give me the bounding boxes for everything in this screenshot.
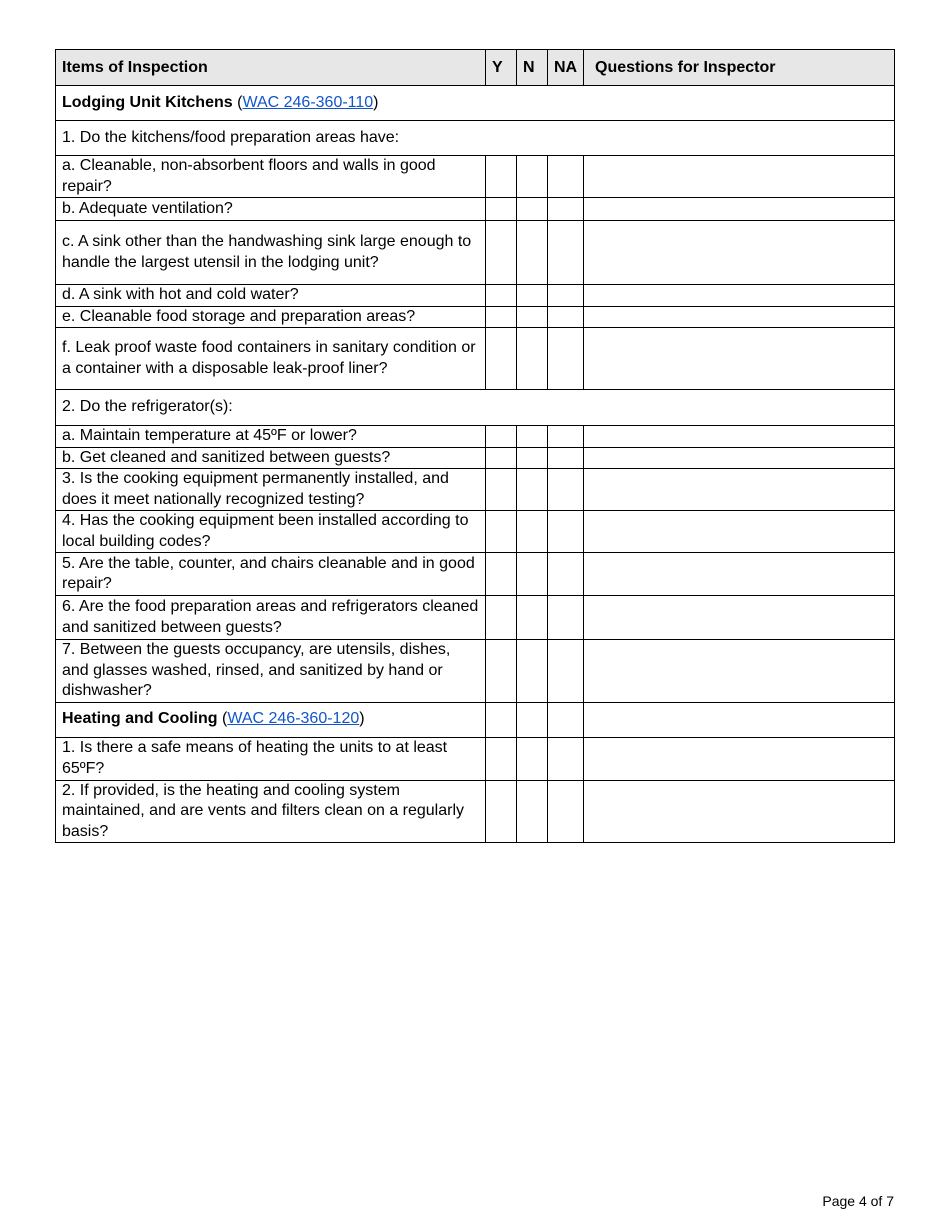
- table-row: [56, 156, 895, 198]
- checkbox-cell-no[interactable]: [517, 447, 548, 469]
- checkbox-cell-na[interactable]: [548, 156, 584, 198]
- checkbox-cell-yes[interactable]: [486, 702, 517, 737]
- section-heading-kitchens: [56, 86, 895, 121]
- checkbox-cell-yes[interactable]: [486, 596, 517, 640]
- checkbox-cell-na[interactable]: [548, 511, 584, 553]
- table-row: [56, 306, 895, 328]
- group-row-q1: [56, 121, 895, 156]
- table-row: [56, 596, 895, 640]
- checkbox-cell-na[interactable]: [548, 198, 584, 221]
- checkbox-cell-no[interactable]: [517, 156, 548, 198]
- checkbox-cell-no[interactable]: [517, 469, 548, 511]
- checkbox-cell-no[interactable]: [517, 702, 548, 737]
- question-text: c. A sink other than the handwashing sink large enough to handle the largest utensil in the lodging unit?: [56, 221, 486, 285]
- inspector-notes-cell[interactable]: [584, 780, 895, 843]
- inspector-notes-cell[interactable]: [584, 198, 895, 221]
- table-row: [56, 640, 895, 703]
- header-questions-for-inspector: Questions for Inspector: [584, 50, 895, 86]
- question-text: a. Cleanable, non-absorbent floors and walls in good repair?: [56, 156, 486, 198]
- checkbox-cell-yes[interactable]: [486, 737, 517, 780]
- checkbox-cell-na[interactable]: [548, 737, 584, 780]
- table-row: [56, 469, 895, 511]
- checkbox-cell-no[interactable]: [517, 426, 548, 448]
- table-row: [56, 285, 895, 307]
- inspection-table: [55, 49, 895, 843]
- inspector-notes-cell[interactable]: [584, 426, 895, 448]
- inspector-notes-cell[interactable]: [584, 221, 895, 285]
- section-title: Heating and Cooling: [62, 710, 218, 728]
- checkbox-cell-yes[interactable]: [486, 221, 517, 285]
- checkbox-cell-na[interactable]: [548, 221, 584, 285]
- checkbox-cell-yes[interactable]: [486, 640, 517, 703]
- header-yes: Y: [486, 50, 517, 86]
- question-text: 3. Is the cooking equipment permanently installed, and does it meet nationally recognized testing?: [56, 469, 486, 511]
- inspector-notes-cell[interactable]: [584, 640, 895, 703]
- question-group-label: 2. Do the refrigerator(s):: [56, 390, 895, 426]
- table-row: [56, 198, 895, 221]
- checkbox-cell-no[interactable]: [517, 511, 548, 553]
- question-text: 4. Has the cooking equipment been installed according to local building codes?: [56, 511, 486, 553]
- inspector-notes-cell[interactable]: [584, 156, 895, 198]
- checkbox-cell-na[interactable]: [548, 640, 584, 703]
- checkbox-cell-yes[interactable]: [486, 156, 517, 198]
- question-text: f. Leak proof waste food containers in sanitary condition or a container with a disposable leak-proof liner?: [56, 328, 486, 390]
- question-group-label: 1. Do the kitchens/food preparation areas have:: [56, 121, 895, 156]
- question-text: 7. Between the guests occupancy, are utensils, dishes, and glasses washed, rinsed, and sanitized by hand or dishwasher?: [56, 640, 486, 703]
- checkbox-cell-na[interactable]: [548, 469, 584, 511]
- inspector-notes-cell[interactable]: [584, 285, 895, 307]
- table-header-row: [56, 50, 895, 86]
- table-row: [56, 221, 895, 285]
- checkbox-cell-yes[interactable]: [486, 780, 517, 843]
- checkbox-cell-yes[interactable]: [486, 553, 517, 596]
- checkbox-cell-na[interactable]: [548, 285, 584, 307]
- question-text: 2. If provided, is the heating and cooling system maintained, and are vents and filters clean on a regularly basis?: [56, 780, 486, 843]
- question-text: 1. Is there a safe means of heating the units to at least 65ºF?: [56, 737, 486, 780]
- checkbox-cell-yes[interactable]: [486, 511, 517, 553]
- wac-link-120[interactable]: WAC 246-360-120: [227, 710, 360, 728]
- checkbox-cell-no[interactable]: [517, 328, 548, 390]
- paren-open: (: [222, 710, 228, 728]
- checkbox-cell-yes[interactable]: [486, 447, 517, 469]
- checkbox-cell-na[interactable]: [548, 702, 584, 737]
- section-title: Lodging Unit Kitchens: [62, 93, 233, 111]
- checkbox-cell-yes[interactable]: [486, 198, 517, 221]
- checkbox-cell-na[interactable]: [548, 328, 584, 390]
- checkbox-cell-no[interactable]: [517, 737, 548, 780]
- inspector-notes-cell[interactable]: [584, 447, 895, 469]
- inspector-notes-cell[interactable]: [584, 306, 895, 328]
- paren-close: ): [373, 93, 379, 111]
- checkbox-cell-na[interactable]: [548, 780, 584, 843]
- table-row: [56, 553, 895, 596]
- checkbox-cell-na[interactable]: [548, 426, 584, 448]
- inspector-notes-cell[interactable]: [584, 596, 895, 640]
- header-items-of-inspection: Items of Inspection: [56, 50, 486, 86]
- checkbox-cell-na[interactable]: [548, 553, 584, 596]
- checkbox-cell-no[interactable]: [517, 221, 548, 285]
- inspector-notes-cell[interactable]: [584, 511, 895, 553]
- checkbox-cell-no[interactable]: [517, 306, 548, 328]
- question-text: e. Cleanable food storage and preparation areas?: [56, 306, 486, 328]
- table-row: [56, 511, 895, 553]
- table-row: [56, 737, 895, 780]
- inspector-notes-cell[interactable]: [584, 553, 895, 596]
- checkbox-cell-no[interactable]: [517, 640, 548, 703]
- table-row: [56, 447, 895, 469]
- header-not-applicable: NA: [548, 50, 584, 86]
- checkbox-cell-na[interactable]: [548, 596, 584, 640]
- table-row: [56, 328, 895, 390]
- group-row-q2: [56, 390, 895, 426]
- table-row: [56, 426, 895, 448]
- paren-close: ): [359, 710, 365, 728]
- checkbox-cell-no[interactable]: [517, 553, 548, 596]
- checkbox-cell-yes[interactable]: [486, 426, 517, 448]
- page-number: Page 4 of 7: [822, 1193, 894, 1209]
- checkbox-cell-yes[interactable]: [486, 285, 517, 307]
- inspector-notes-cell[interactable]: [584, 469, 895, 511]
- checkbox-cell-no[interactable]: [517, 285, 548, 307]
- header-no: N: [517, 50, 548, 86]
- checkbox-cell-yes[interactable]: [486, 306, 517, 328]
- inspector-notes-cell[interactable]: [584, 328, 895, 390]
- question-text: 6. Are the food preparation areas and refrigerators cleaned and sanitized between guests?: [56, 596, 486, 640]
- checkbox-cell-na[interactable]: [548, 447, 584, 469]
- question-text: a. Maintain temperature at 45ºF or lower?: [56, 426, 486, 448]
- question-text: b. Adequate ventilation?: [56, 198, 486, 221]
- paren-open: (: [237, 93, 243, 111]
- section-row-kitchens: [56, 86, 895, 121]
- checkbox-cell-yes[interactable]: [486, 328, 517, 390]
- inspector-notes-cell[interactable]: [584, 737, 895, 780]
- question-text: 5. Are the table, counter, and chairs cleanable and in good repair?: [56, 553, 486, 596]
- table-row: [56, 780, 895, 843]
- checkbox-cell-na[interactable]: [548, 306, 584, 328]
- section-heading-heating: [56, 702, 486, 737]
- inspector-notes-cell[interactable]: [584, 702, 895, 737]
- checkbox-cell-yes[interactable]: [486, 469, 517, 511]
- checkbox-cell-no[interactable]: [517, 198, 548, 221]
- section-row-heating: [56, 702, 895, 737]
- checkbox-cell-no[interactable]: [517, 780, 548, 843]
- question-text: b. Get cleaned and sanitized between guests?: [56, 447, 486, 469]
- question-text: d. A sink with hot and cold water?: [56, 285, 486, 307]
- checkbox-cell-no[interactable]: [517, 596, 548, 640]
- wac-link-110[interactable]: WAC 246-360-110: [242, 93, 374, 111]
